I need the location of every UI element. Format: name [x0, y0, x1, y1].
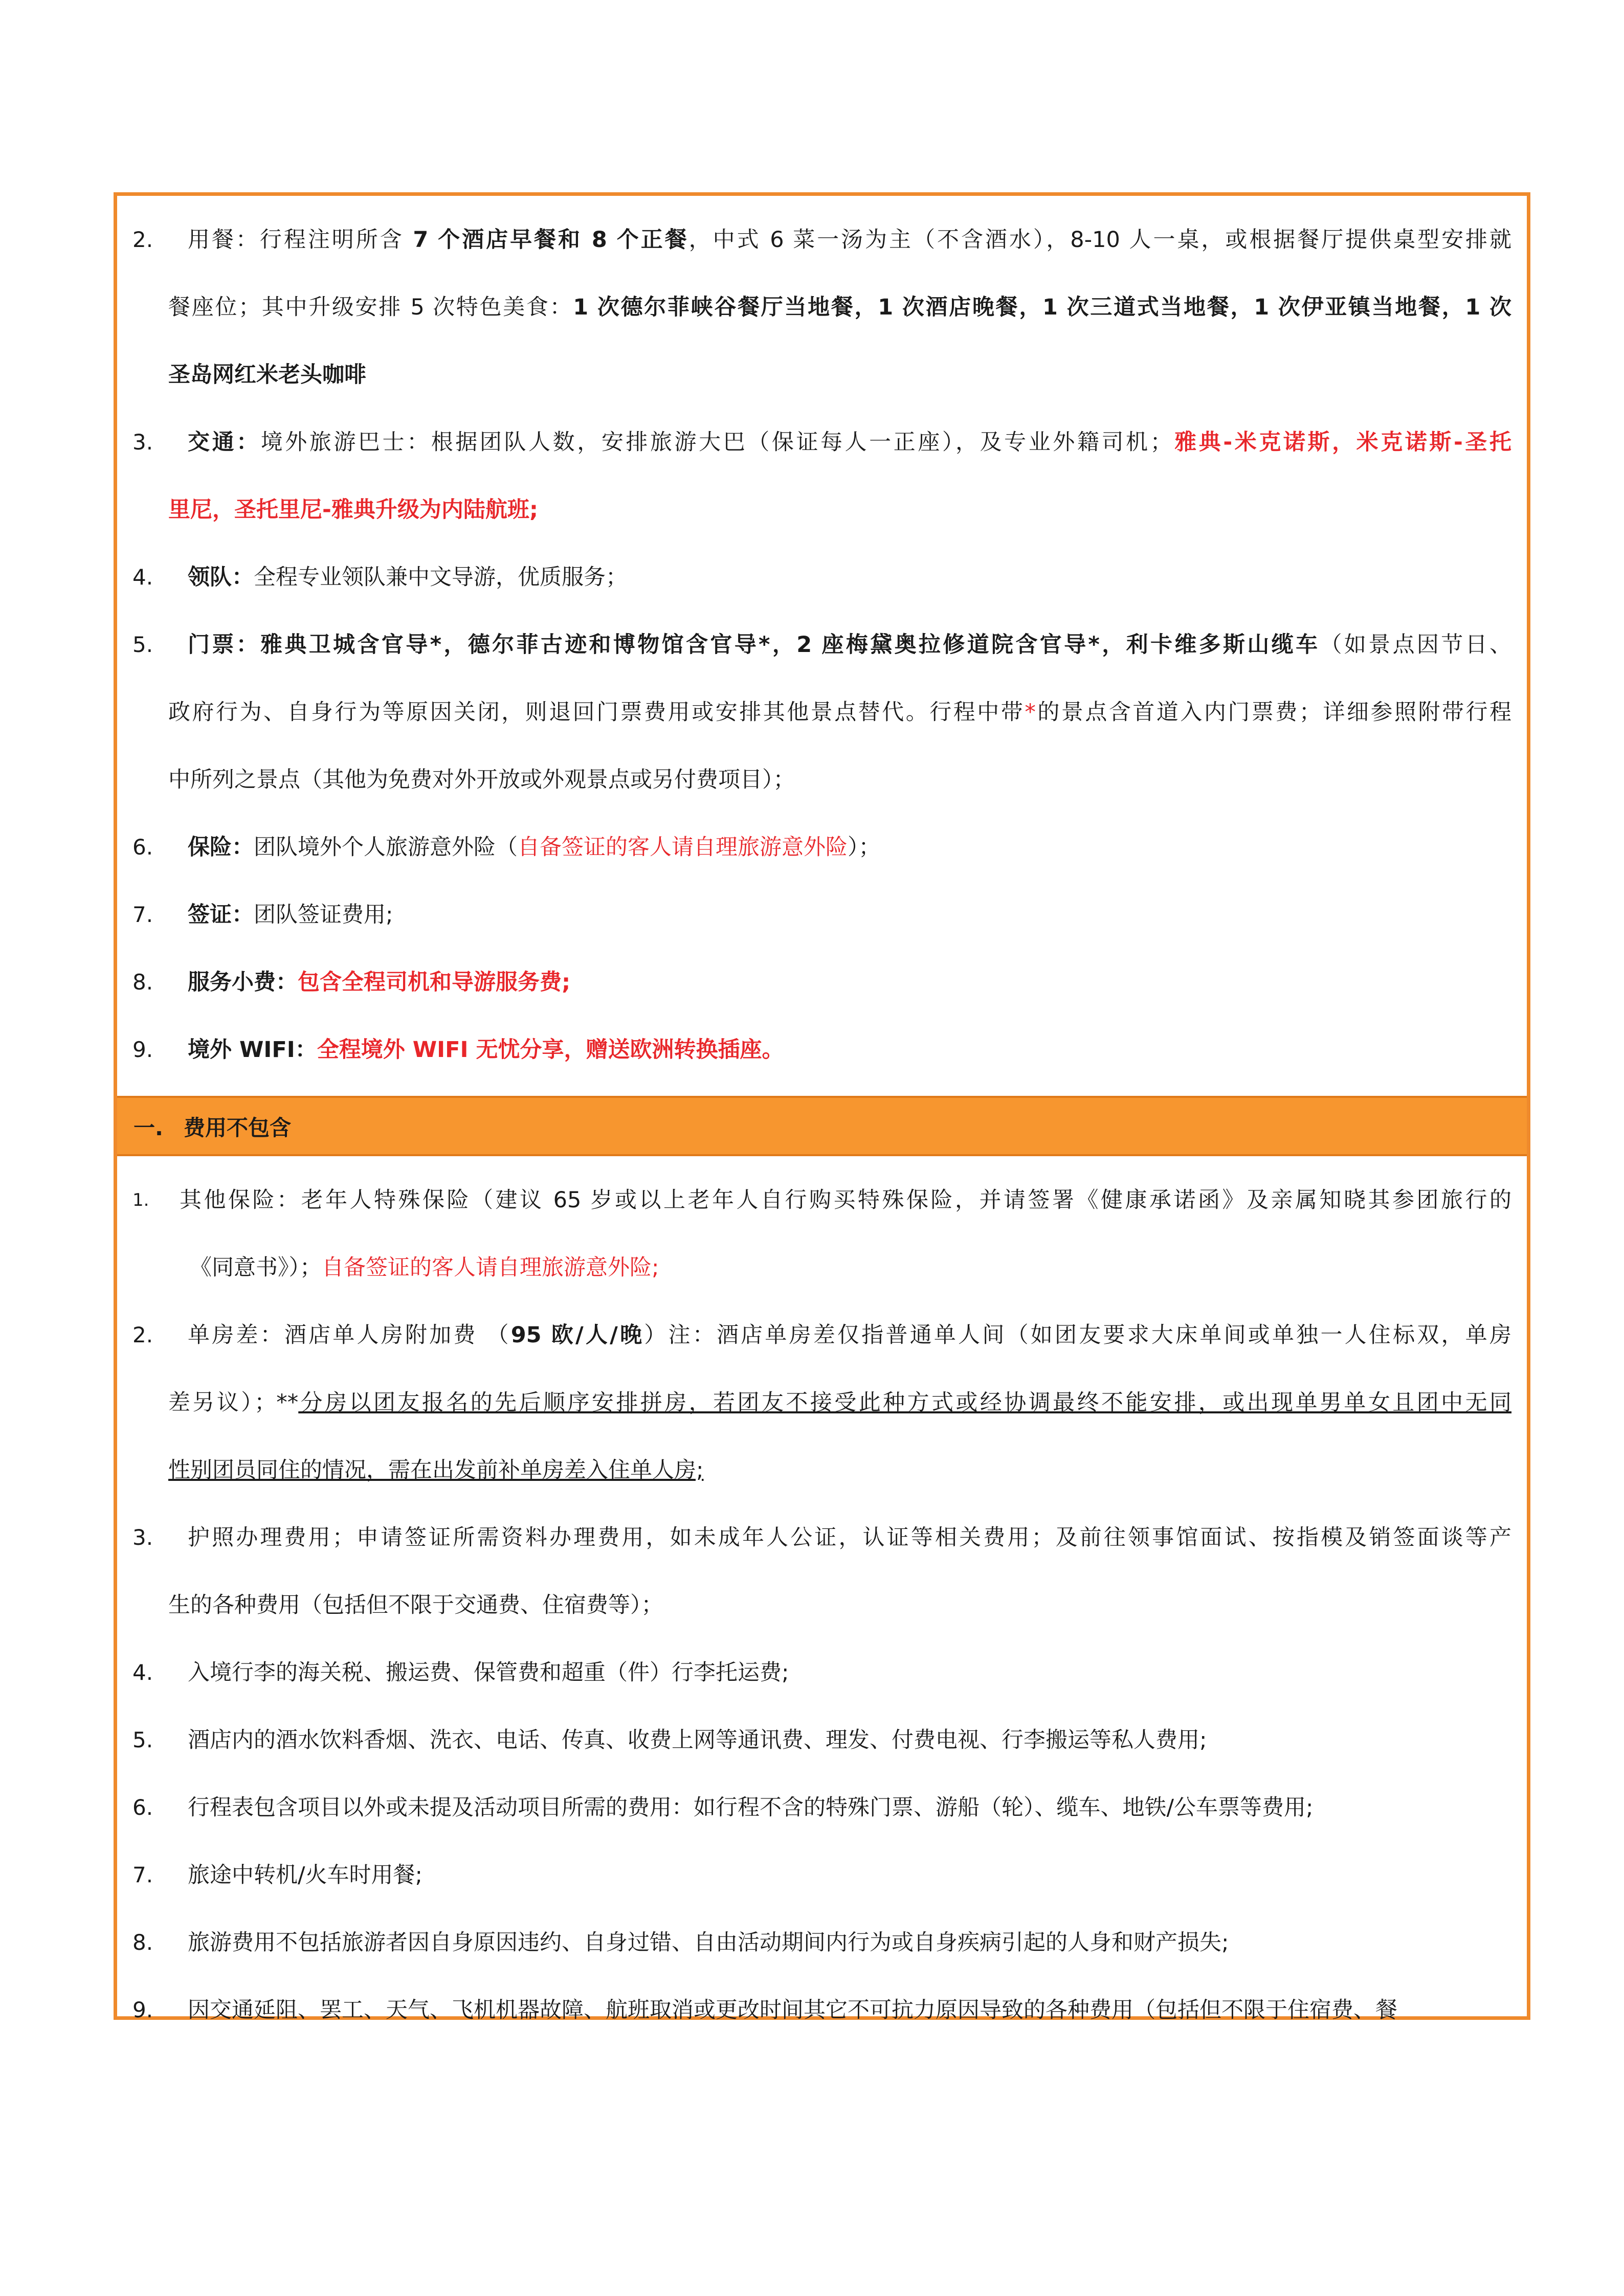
list-item-line	[188, 1976, 1511, 2044]
list-item-line	[188, 206, 1511, 274]
list-item-line	[188, 1706, 1511, 1774]
text-run: 餐座位；其中升级安排 5 次特色美食：	[168, 295, 573, 320]
text-run: 自备签证的客人请自理旅游意外险	[518, 835, 848, 860]
text-run: 其他保险：老年人特殊保险（建议 65 岁或以上老年人自行购买特殊保险，并请签署《健康承诺函》及亲属知晓其参团旅行的	[180, 1187, 1511, 1213]
list-item-line	[168, 1369, 1511, 1436]
list-item-number: 8.	[132, 1930, 153, 1955]
text-run: 里尼，圣托里尼-雅典升级为内陆航班;	[168, 497, 539, 523]
text-run: ，中式 6 菜一汤为主（不含酒水），8-10 人一桌，或根据餐厅提供桌型安排就	[688, 227, 1511, 253]
text-run: *	[1025, 700, 1036, 725]
text-run: 生的各种费用（包括但不限于交通费、住宿费等）；	[168, 1592, 663, 1618]
text-run: 护照办理费用；申请签证所需资料办理费用，如未成年人公证，认证等相关费用；及前往领事馆面试、按指模及销签面谈等产	[188, 1525, 1511, 1550]
text-run: 7 个酒店早餐和 8 个正餐	[413, 227, 689, 253]
list-item-number: 6.	[132, 1795, 153, 1820]
list-item-number: 3.	[132, 430, 153, 455]
list-item-line	[188, 544, 1511, 611]
text-run: 旅游费用不包括旅游者因自身原因违约、自身过错、自由活动期间内行为或自身疾病引起的人身和财产损失;	[188, 1930, 1229, 1955]
text-run: 因交通延阻、罢工、天气、飞机机器故障、航班取消或更改时间其它不可抗力原因导致的各种费用（包括但不限于住宿费、餐	[188, 1997, 1397, 2023]
list-item-number: 4.	[132, 1660, 153, 1685]
list-item-number: 3.	[132, 1525, 153, 1550]
section-header-band	[117, 1096, 1527, 1156]
text-run: 全程境外 WIFI 无忧分享，赠送欧洲转换插座。	[317, 1037, 784, 1063]
list-item-line	[188, 1504, 1511, 1571]
list-item-number: 7.	[132, 1862, 153, 1887]
text-run: 行程表包含项目以外或未提及活动项目所需的费用：如行程不含的特殊门票、游船（轮）、缆车、地铁/公车票等费用;	[188, 1795, 1314, 1820]
text-run: 圣岛网红米老头咖啡	[168, 362, 366, 388]
text-run: 自备签证的客人请自理旅游意外险;	[322, 1255, 659, 1280]
text-run: 服务小费：	[188, 970, 298, 995]
text-run: 性别团员同住的情况，需在出发前补单房差入住单人房;	[168, 1457, 704, 1483]
text-run: 包含全程司机和导游服务费;	[298, 970, 571, 995]
list-item-line	[168, 746, 1511, 814]
text-run: 的景点含首道入内门票费；详细参照附带行程	[1035, 700, 1512, 725]
list-item-number: 1.	[132, 1190, 149, 1210]
list-item-line	[168, 476, 1511, 544]
text-run: 全程专业领队兼中文导游，优质服务；	[254, 565, 628, 590]
text-run: 领队：	[188, 565, 254, 590]
section-header-title: 费用不包含	[184, 1115, 292, 1140]
text-run: 中所列之景点（其他为免费对外开放或外观景点或另付费项目）；	[168, 767, 795, 793]
list-item-number: 8.	[132, 970, 153, 995]
text-run: 《同意书》）；	[190, 1255, 322, 1280]
text-run: （如景点因节日、	[1320, 632, 1511, 658]
list-item-number: 2.	[132, 227, 153, 252]
list-item-line	[168, 1436, 1511, 1504]
text-run: 门票：雅典卫城含官导*，德尔菲古迹和博物馆含官导*，2 座梅黛奥拉修道院含官导*，利卡维多斯山缆车	[188, 632, 1320, 658]
list-item-number: 4.	[132, 565, 153, 590]
list-item-line	[188, 611, 1511, 679]
list-item-number: 7.	[132, 902, 153, 927]
list-item-line	[188, 1301, 1511, 1369]
list-item-number: 9.	[132, 1037, 153, 1062]
text-run: 旅途中转机/火车时用餐;	[188, 1862, 422, 1888]
list-item-line	[168, 274, 1511, 341]
text-run: 雅典-米克诺斯，米克诺斯-圣托	[1172, 430, 1511, 455]
list-item-line	[188, 814, 1511, 881]
text-run: 差另议）；**	[168, 1390, 299, 1415]
text-run: 团队境外个人旅游意外险（	[254, 835, 518, 860]
section-header-number: 一.	[134, 1115, 163, 1140]
included-section	[117, 196, 1527, 1096]
text-run: 用餐：行程注明所含	[188, 227, 413, 253]
list-item-line	[188, 1016, 1511, 1084]
list-item-line	[188, 949, 1511, 1016]
list-item-line	[190, 1234, 1511, 1301]
list-item-number: 2.	[132, 1322, 153, 1347]
text-run: 单房差：酒店单人房附加费 （	[188, 1322, 511, 1348]
list-item-line	[168, 679, 1511, 746]
list-item-number: 9.	[132, 1997, 153, 2022]
list-item-line	[188, 881, 1511, 949]
text-run: 入境行李的海关税、搬运费、保管费和超重（件）行李托运费;	[188, 1660, 789, 1685]
list-item-line	[188, 1774, 1511, 1841]
text-run: 境外旅游巴士：根据团队人数，安排旅游大巴（保证每人一正座），及专业外籍司机；	[260, 430, 1172, 455]
list-item-line	[188, 409, 1511, 476]
text-run: 交通：	[188, 430, 261, 455]
list-item-line	[168, 1571, 1511, 1639]
list-item-line	[188, 1639, 1511, 1706]
text-run: 分房以团友报名的先后顺序安排拼房，若团友不接受此种方式或经协调最终不能安排，或出现单男单女且团中无同	[298, 1390, 1512, 1415]
list-item-line	[180, 1166, 1511, 1234]
list-item-number: 5.	[132, 1727, 153, 1752]
text-run: 政府行为、自身行为等原因关闭，则退回门票费用或安排其他景点替代。行程中带	[168, 700, 1025, 725]
text-run: 1 次德尔菲峡谷餐厅当地餐，1 次酒店晚餐，1 次三道式当地餐，1 次伊亚镇当地餐，1 次	[573, 295, 1511, 320]
text-run: 酒店内的酒水饮料香烟、洗衣、电话、传真、收费上网等通讯费、理发、付费电视、行李搬运等私人费用;	[188, 1727, 1207, 1753]
text-run: 签证：	[188, 902, 254, 928]
content-frame	[114, 192, 1530, 2023]
text-run: ）；	[848, 835, 881, 860]
text-run: ）注：酒店单房差仅指普通单人间（如团友要求大床单间或单独一人住标双，单房	[644, 1322, 1511, 1348]
list-item-number: 5.	[132, 632, 153, 657]
list-item-line	[188, 1909, 1511, 1976]
text-run: 团队签证费用;	[254, 902, 393, 928]
list-item-line	[168, 341, 1511, 409]
text-run: 保险：	[188, 835, 254, 860]
list-item-line	[188, 1841, 1511, 1909]
text-run: 境外 WIFI：	[188, 1037, 317, 1063]
text-run: 95 欧/人/晚	[510, 1322, 644, 1348]
list-item-number: 6.	[132, 835, 153, 860]
